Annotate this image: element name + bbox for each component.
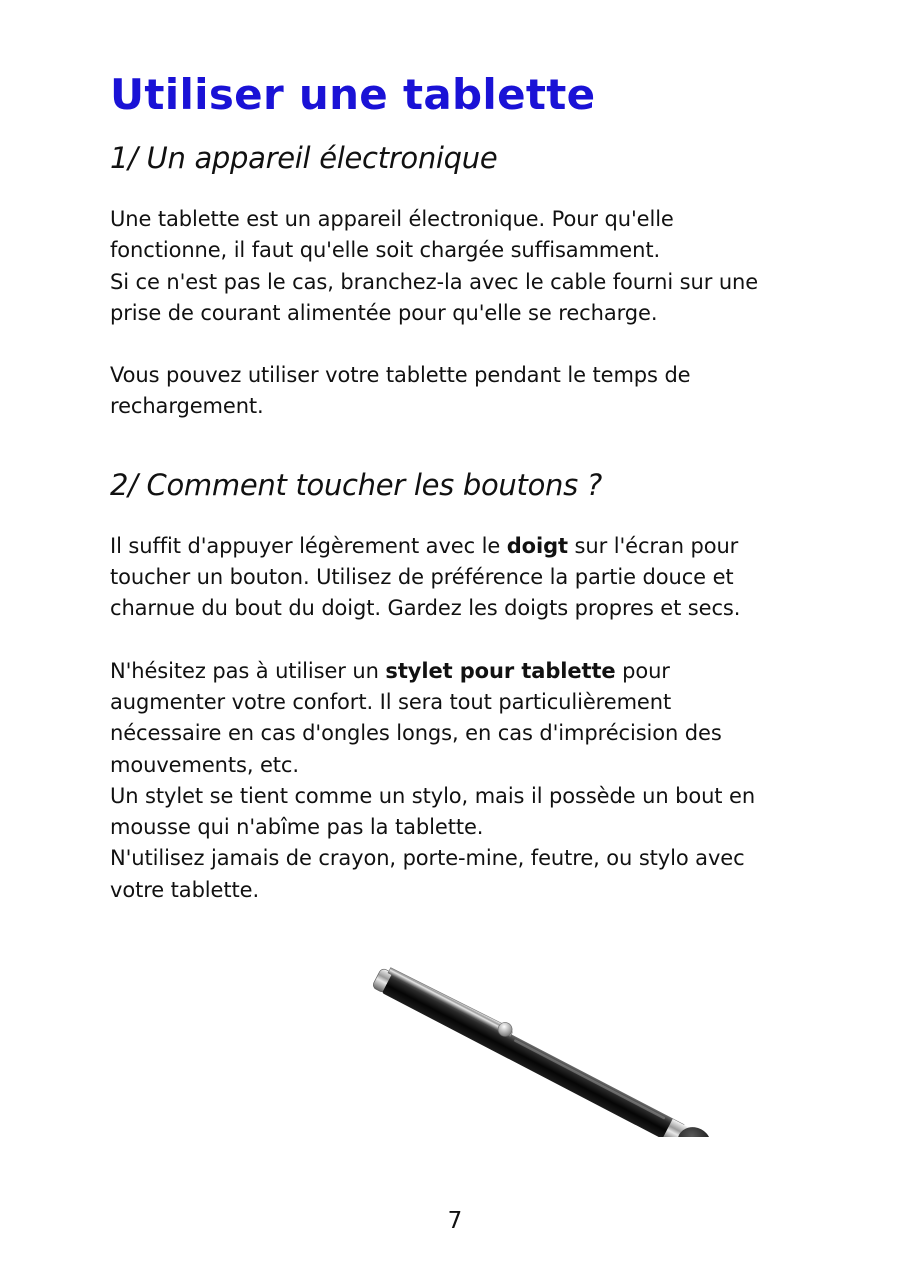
text-line: prise de courant alimentée pour qu'elle se recharge. [110, 300, 658, 325]
text-line: nécessaire en cas d'ongles longs, en cas d'imprécision des [110, 721, 722, 746]
text-line: rechargement. [110, 394, 264, 419]
text-line: Un stylet se tient comme un stylo, mais il possède un bout en [110, 783, 756, 808]
text-line: toucher un bouton. Utilisez de préférence la partie douce et [110, 565, 734, 590]
stylus-pen-icon [360, 962, 750, 1137]
text-line: charnue du bout du doigt. Gardez les doigts propres et secs. [110, 596, 741, 621]
text-line: fonctionne, il faut qu'elle soit chargée suffisamment. [110, 238, 661, 263]
text-line: Une tablette est un appareil électronique. Pour qu'elle [110, 207, 674, 231]
text-line: augmenter votre confort. Il sera tout particulièrement [110, 689, 672, 714]
paragraph-stylus [110, 656, 810, 906]
bold-keyword-stylus: stylet pour tablette [385, 658, 616, 683]
text-line: Il suffit d'appuyer légèrement avec le [110, 533, 507, 558]
text-line: mousse qui n'abîme pas la tablette. [110, 815, 484, 840]
page-number: 7 [447, 1208, 463, 1234]
bold-keyword-finger: doigt [506, 533, 568, 558]
text-line: N'utilisez jamais de crayon, porte-mine, feutre, ou stylo avec [110, 846, 745, 871]
section-heading-touch-buttons: 2/ Comment toucher les boutons ? [110, 467, 602, 502]
text-line: Si ce n'est pas le cas, branchez-la avec le cable fourni sur une [110, 269, 759, 294]
text-line: votre tablette. [110, 877, 260, 902]
paragraph-charging [110, 204, 810, 329]
paragraph-use-while-charging [110, 360, 810, 423]
page-title: Utiliser une tablette [110, 70, 596, 119]
paragraph-finger-touch [110, 531, 810, 625]
text-line: sur l'écran pour [567, 533, 739, 558]
text-line: mouvements, etc. [110, 752, 299, 777]
section-heading-electronic-device: 1/ Un appareil électronique [110, 141, 498, 175]
text-line: pour [615, 658, 670, 683]
text-line: N'hésitez pas à utiliser un [110, 658, 386, 683]
text-line: Vous pouvez utiliser votre tablette pendant le temps de [110, 363, 691, 388]
document-page [110, 60, 810, 906]
